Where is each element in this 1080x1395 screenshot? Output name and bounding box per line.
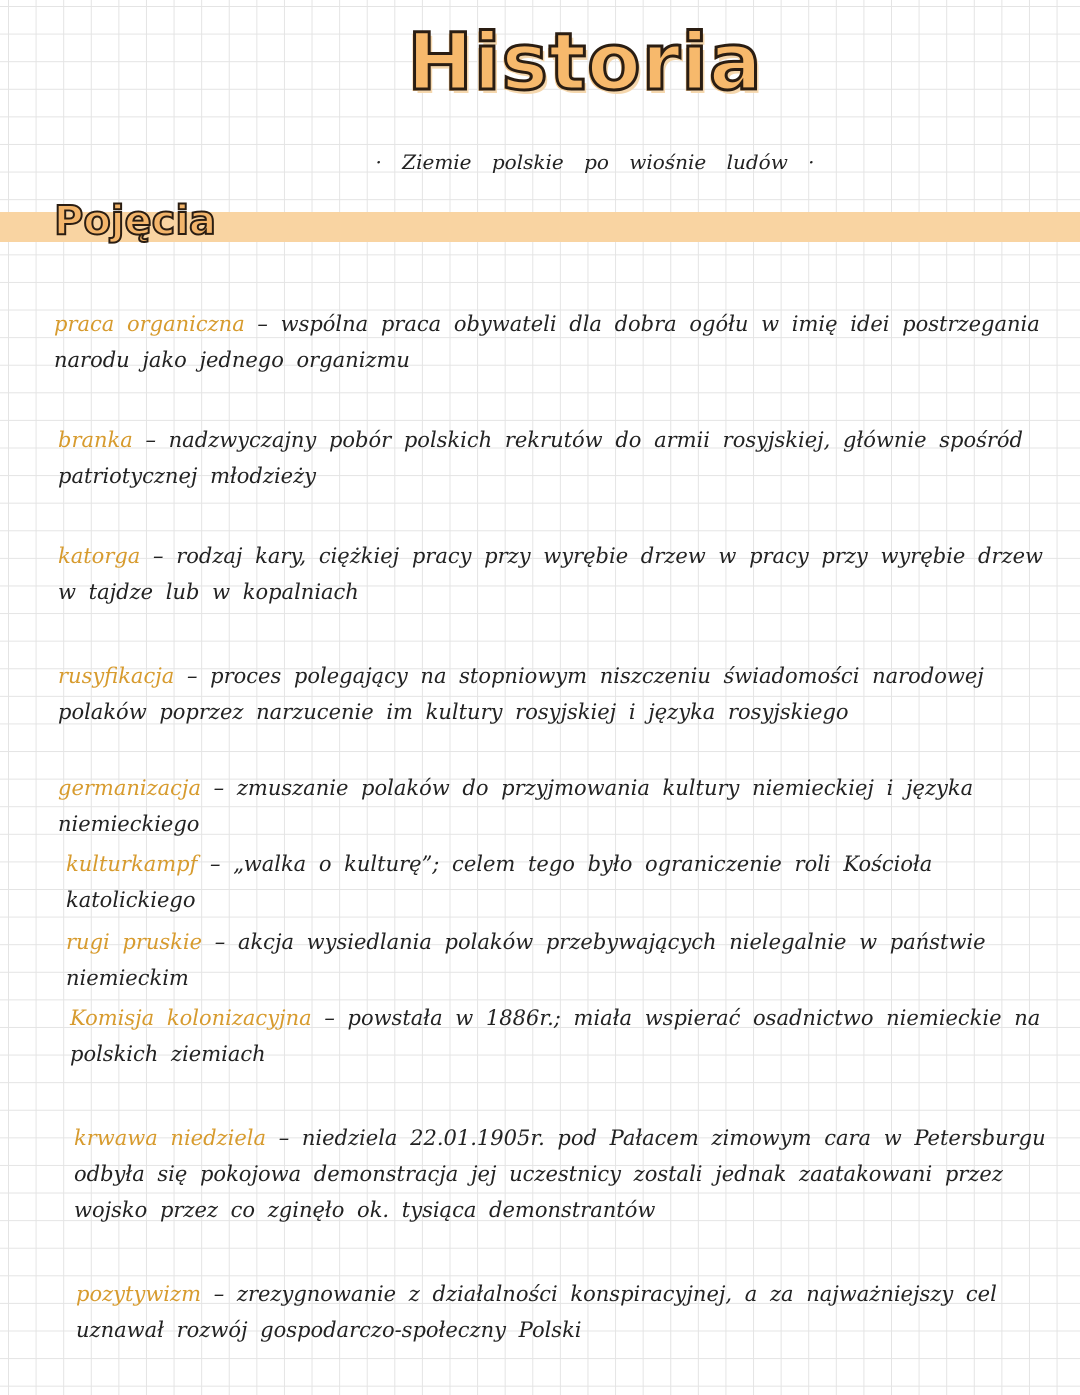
section-title: Pojęcia — [54, 198, 217, 244]
entry-term: rusyfikacja — [58, 664, 175, 688]
definition-entry: praca organiczna – wspólna praca obywateli dla dobra ogółu w imię idei postrzegania narodu jako jednego organizmu — [54, 312, 1040, 372]
entry-term: germanizacja — [58, 776, 201, 800]
entry-term: pozytywizm — [76, 1282, 201, 1306]
definition-entry: branka – nadzwyczajny pobór polskich rekrutów do armii rosyjskiej, głównie spośród patriotycznej młodzieży — [58, 428, 1023, 488]
definition-entry: rugi pruskie – akcja wysiedlania polaków przebywających nielegalnie w państwie niemieckim — [66, 930, 986, 990]
definition-entry: rusyfikacja – proces polegający na stopniowym niszczeniu świadomości narodowej polaków poprzez narzucenie im kultury rosyjskiej i języka rosyjskiego — [58, 664, 984, 724]
definition-entry: krwawa niedziela – niedziela 22.01.1905r. pod Pałacem zimowym cara w Petersburgu odbyła się pokojowa demonstracja jej uczestnicy zostali jednak zaatakowani przez wojsko przez co zginęło ok. tysiąca demonstrantów — [74, 1126, 1046, 1222]
entry-definition: „walka o kulturę”; celem tego było ograniczenie roli Kościoła katolickiego — [66, 852, 933, 912]
entry-term: krwawa niedziela — [74, 1126, 266, 1150]
entry-definition: wspólna praca obywateli dla dobra ogółu w imię idei postrzegania narodu jako jednego organizmu — [54, 312, 1040, 372]
entry-definition: akcja wysiedlania polaków przebywających nielegalnie w państwie niemieckim — [66, 930, 986, 990]
entry-definition: zrezygnowanie z działalności konspiracyjnej, a za najważniejszy cel uznawał rozwój gospodarczo-społeczny Polski — [76, 1282, 997, 1342]
entry-term: branka — [58, 428, 133, 452]
definition-entry: pozytywizm – zrezygnowanie z działalności konspiracyjnej, a za najważniejszy cel uznawał rozwój gospodarczo-społeczny Polski — [76, 1282, 997, 1342]
entry-definition: powstała w 1886r.; miała wspierać osadnictwo niemieckie na polskich ziemiach — [70, 1006, 1041, 1066]
entry-definition: nadzwyczajny pobór polskich rekrutów do armii rosyjskiej, głównie spośród patriotycznej młodzieży — [58, 428, 1023, 488]
entry-term: katorga — [58, 544, 141, 568]
entry-definition: proces polegający na stopniowym niszczeniu świadomości narodowej polaków poprzez narzucenie im kultury rosyjskiej i języka rosyjskiego — [58, 664, 984, 724]
definition-entry: germanizacja – zmuszanie polaków do przyjmowania kultury niemieckiej i języka niemieckiego — [58, 776, 974, 836]
definition-entry: Komisja kolonizacyjna – powstała w 1886r.; miała wspierać osadnictwo niemieckie na polskich ziemiach — [70, 1006, 1041, 1066]
entry-definition: rodzaj kary, ciężkiej pracy przy wyrębie drzew w pracy przy wyrębie drzew w tajdze lub w kopalniach — [58, 544, 1043, 604]
entry-definition: niedziela 22.01.1905r. pod Pałacem zimowym cara w Petersburgu odbyła się pokojowa demonstracja jej uczestnicy zostali jednak zaatakowani przez wojsko przez co zginęło ok. tysiąca demonstrantów — [74, 1126, 1046, 1222]
page-subtitle: · Ziemie polskie po wiośnie ludów · — [375, 150, 815, 174]
page-title: Historia — [407, 18, 763, 108]
entry-term: praca organiczna — [54, 312, 245, 336]
entry-term: Komisja kolonizacyjna — [70, 1006, 312, 1030]
definition-entry: kulturkampf – „walka o kulturę”; celem tego było ograniczenie roli Kościoła katolickiego — [66, 852, 933, 912]
entry-term: kulturkampf — [66, 852, 198, 876]
definition-entry: katorga – rodzaj kary, ciężkiej pracy przy wyrębie drzew w pracy przy wyrębie drzew w tajdze lub w kopalniach — [58, 544, 1043, 604]
entry-definition: zmuszanie polaków do przyjmowania kultury niemieckiej i języka niemieckiego — [58, 776, 974, 836]
entry-term: rugi pruskie — [66, 930, 203, 954]
